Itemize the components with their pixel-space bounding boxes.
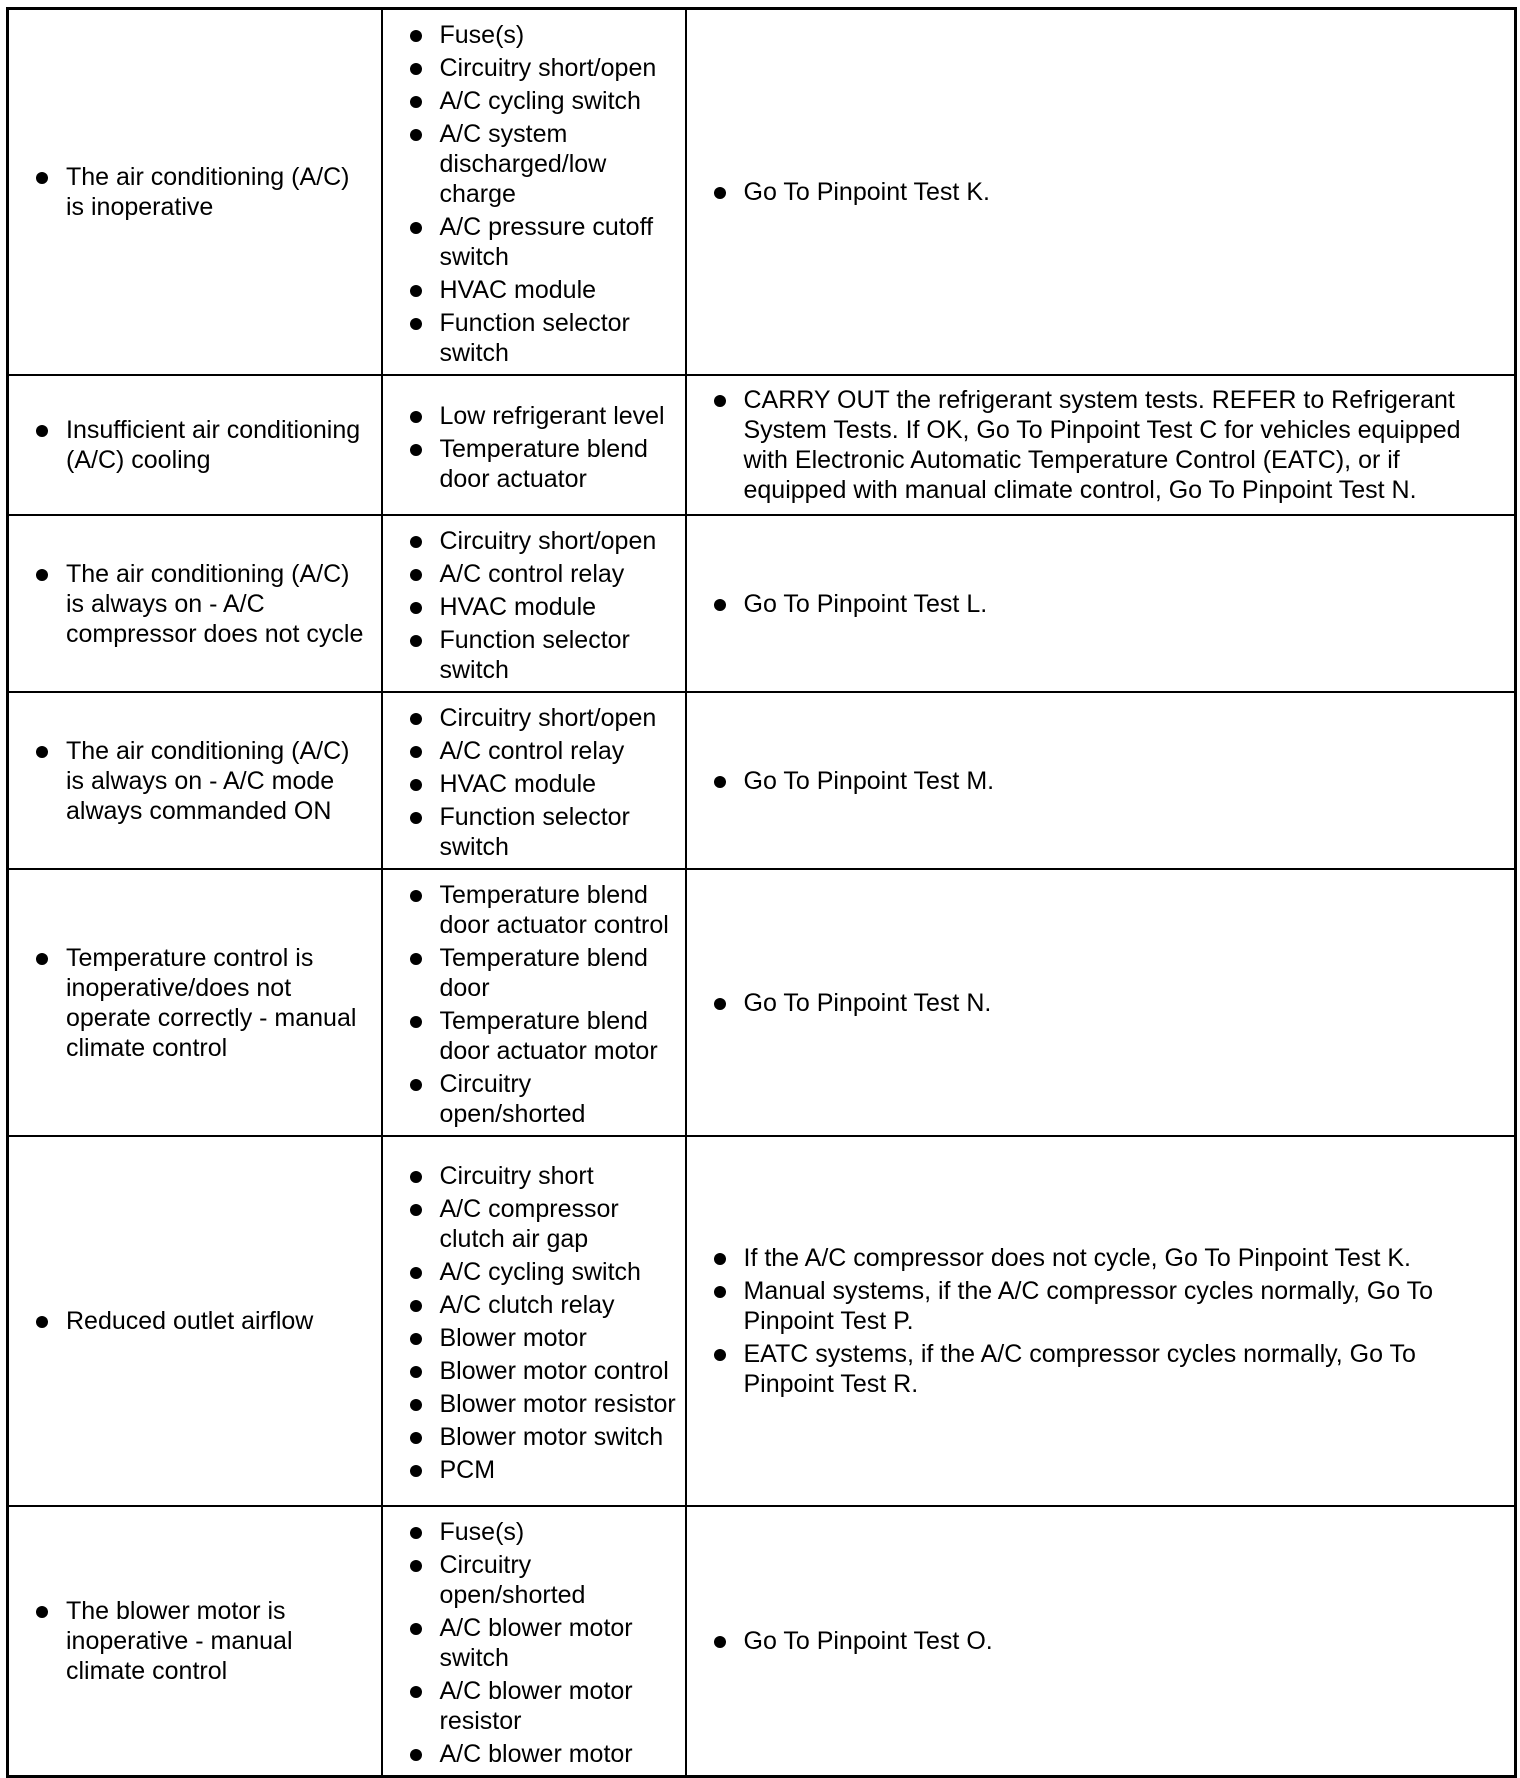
bullet-icon [410, 285, 422, 297]
bullet-item [383, 526, 685, 556]
bullet-text: Blower motor resistor [439, 1390, 676, 1418]
bullet-text: Insufficient air conditioning (A/C) cooling [66, 416, 361, 474]
bullet-item [383, 308, 685, 368]
bullet-icon [36, 172, 48, 184]
possible-source-list [383, 1517, 685, 1769]
bullet-text: Circuitry open/shorted [439, 1070, 586, 1128]
bullet-text: A/C control relay [439, 737, 625, 765]
bullet-item [687, 589, 1515, 619]
symptom-list [9, 162, 381, 222]
action-cell [686, 515, 1516, 692]
bullet-text: Circuitry short/open [439, 704, 657, 732]
bullet-icon [410, 1527, 422, 1539]
bullet-item [9, 1596, 381, 1686]
bullet-text: Temperature blend door actuator control [439, 881, 669, 939]
bullet-item [383, 559, 685, 589]
bullet-item [383, 769, 685, 799]
bullet-item [383, 434, 685, 494]
bullet-text: CARRY OUT the refrigerant system tests. REFER to Refrigerant System Tests. If OK, Go To Pinpoint Test C for vehicles equipped with Electronic Automatic Temperature Control (EATC), or if equipped with manual climate control, Go To Pinpoint Test N. [743, 386, 1461, 504]
symptom-list [9, 1596, 381, 1686]
bullet-item [687, 766, 1515, 796]
symptom-cell [8, 1506, 382, 1777]
bullet-icon [410, 953, 422, 965]
bullet-text: A/C system discharged/low charge [439, 120, 607, 208]
symptom-cell [8, 9, 382, 376]
bullet-icon [410, 1686, 422, 1698]
bullet-item [687, 177, 1515, 207]
bullet-item [383, 1739, 685, 1769]
bullet-item [383, 1455, 685, 1485]
bullet-item [687, 1276, 1515, 1336]
bullet-item [383, 212, 685, 272]
bullet-icon [410, 1465, 422, 1477]
bullet-item [9, 943, 381, 1063]
bullet-text: PCM [439, 1456, 496, 1484]
possible-source-cell [382, 1506, 686, 1777]
bullet-text: Circuitry short/open [439, 527, 657, 555]
bullet-icon [714, 395, 726, 407]
bullet-icon [410, 713, 422, 725]
bullet-icon [410, 1399, 422, 1411]
possible-source-list [383, 401, 685, 494]
bullet-item [9, 736, 381, 826]
possible-source-cell [382, 869, 686, 1136]
bullet-text: EATC systems, if the A/C compressor cycles normally, Go To Pinpoint Test R. [743, 1340, 1416, 1398]
possible-source-list [383, 880, 685, 1129]
bullet-icon [410, 1333, 422, 1345]
bullet-icon [410, 1749, 422, 1761]
bullet-icon [410, 569, 422, 581]
bullet-item [383, 1323, 685, 1353]
bullet-text: Go To Pinpoint Test N. [743, 988, 992, 1017]
action-list [687, 177, 1515, 207]
symptom-list [9, 559, 381, 649]
bullet-icon [36, 1606, 48, 1618]
action-cell [686, 1506, 1516, 1777]
bullet-icon [410, 1079, 422, 1091]
bullet-icon [714, 776, 726, 788]
possible-source-list [383, 20, 685, 368]
bullet-icon [36, 953, 48, 965]
possible-source-cell [382, 515, 686, 692]
table-row [8, 869, 1516, 1136]
action-list [687, 1243, 1515, 1399]
bullet-item [383, 1422, 685, 1452]
bullet-text: A/C cycling switch [439, 1258, 641, 1286]
bullet-text: Go To Pinpoint Test L. [743, 589, 988, 618]
bullet-text: A/C control relay [439, 560, 625, 588]
table-body [8, 9, 1516, 1777]
action-list [687, 1626, 1515, 1656]
symptom-chart-table [6, 7, 1517, 1778]
possible-source-cell [382, 1136, 686, 1506]
bullet-item [383, 592, 685, 622]
bullet-icon [714, 1286, 726, 1298]
bullet-text: Circuitry short [439, 1162, 594, 1190]
bullet-item [687, 1243, 1515, 1273]
bullet-icon [714, 1636, 726, 1648]
action-list [687, 385, 1515, 505]
bullet-icon [36, 746, 48, 758]
table-row [8, 375, 1516, 515]
bullet-icon [410, 318, 422, 330]
bullet-icon [36, 425, 48, 437]
symptom-cell [8, 515, 382, 692]
action-cell [686, 9, 1516, 376]
bullet-icon [410, 1300, 422, 1312]
bullet-item [9, 415, 381, 475]
bullet-icon [714, 998, 726, 1010]
bullet-icon [714, 1253, 726, 1265]
possible-source-cell [382, 692, 686, 869]
possible-source-list [383, 703, 685, 862]
bullet-icon [410, 1267, 422, 1279]
bullet-text: Go To Pinpoint Test O. [743, 1627, 993, 1655]
bullet-text: Circuitry short/open [439, 54, 657, 82]
bullet-icon [36, 1316, 48, 1328]
bullet-icon [410, 1432, 422, 1444]
bullet-item [383, 119, 685, 209]
symptom-list [9, 415, 381, 475]
bullet-text: The air conditioning (A/C) is inoperative [66, 163, 350, 221]
bullet-item [383, 53, 685, 83]
bullet-text: The air conditioning (A/C) is always on - A/C mode always commanded ON [66, 736, 350, 825]
bullet-text: Circuitry open/shorted [439, 1551, 586, 1609]
bullet-item [383, 86, 685, 116]
possible-source-list [383, 526, 685, 685]
possible-source-list [383, 1161, 685, 1485]
bullet-text: HVAC module [439, 770, 597, 798]
bullet-text: Low refrigerant level [439, 401, 665, 430]
action-cell [686, 375, 1516, 515]
bullet-text: HVAC module [439, 593, 597, 621]
bullet-text: Blower motor [439, 1324, 587, 1352]
bullet-text: Blower motor control [439, 1357, 669, 1385]
symptom-list [9, 736, 381, 826]
bullet-text: The air conditioning (A/C) is always on - A/C compressor does not cycle [66, 559, 364, 648]
bullet-text: Function selector switch [439, 626, 630, 684]
symptom-cell [8, 1136, 382, 1506]
bullet-icon [410, 444, 422, 456]
bullet-icon [410, 602, 422, 614]
bullet-text: A/C pressure cutoff switch [439, 213, 654, 271]
bullet-item [383, 1550, 685, 1610]
bullet-item [383, 1356, 685, 1386]
bullet-item [383, 20, 685, 50]
bullet-icon [410, 1171, 422, 1183]
action-list [687, 766, 1515, 796]
bullet-item [383, 1161, 685, 1191]
bullet-icon [714, 1349, 726, 1361]
action-cell [686, 869, 1516, 1136]
bullet-text: Temperature blend door actuator [439, 434, 648, 493]
bullet-item [383, 625, 685, 685]
bullet-icon [410, 411, 422, 423]
bullet-item [383, 1290, 685, 1320]
bullet-item [9, 559, 381, 649]
bullet-item [383, 1006, 685, 1066]
bullet-icon [410, 63, 422, 75]
bullet-item [383, 802, 685, 862]
bullet-icon [410, 746, 422, 758]
bullet-item [383, 943, 685, 1003]
action-list [687, 988, 1515, 1018]
bullet-icon [714, 187, 726, 199]
bullet-text: Function selector switch [439, 309, 630, 367]
bullet-item [383, 736, 685, 766]
bullet-item [383, 880, 685, 940]
bullet-icon [410, 1560, 422, 1572]
bullet-item [687, 988, 1515, 1018]
symptom-list [9, 943, 381, 1063]
table-row [8, 692, 1516, 869]
bullet-icon [714, 599, 726, 611]
symptom-list [9, 1306, 381, 1336]
bullet-text: Go To Pinpoint Test M. [743, 766, 995, 795]
bullet-text: Go To Pinpoint Test K. [743, 178, 990, 206]
table-row [8, 1136, 1516, 1506]
bullet-icon [410, 812, 422, 824]
symptom-cell [8, 375, 382, 515]
possible-source-cell [382, 375, 686, 515]
bullet-item [687, 1339, 1515, 1399]
table-row [8, 515, 1516, 692]
bullet-text: A/C compressor clutch air gap [439, 1195, 619, 1253]
bullet-item [9, 1306, 381, 1336]
bullet-text: Temperature control is inoperative/does not operate correctly - manual climate control [66, 943, 357, 1062]
bullet-item [383, 1517, 685, 1547]
bullet-text: A/C cycling switch [439, 87, 641, 115]
bullet-item [383, 1676, 685, 1736]
table-row [8, 9, 1516, 376]
bullet-icon [410, 635, 422, 647]
bullet-text: Fuse(s) [439, 21, 525, 49]
bullet-item [383, 1194, 685, 1254]
symptom-cell [8, 692, 382, 869]
bullet-text: Reduced outlet airflow [66, 1307, 314, 1335]
bullet-item [383, 1613, 685, 1673]
bullet-text: The blower motor is inoperative - manual climate control [66, 1597, 293, 1685]
bullet-text: Manual systems, if the A/C compressor cycles normally, Go To Pinpoint Test P. [743, 1277, 1434, 1335]
bullet-item [383, 1389, 685, 1419]
table-row [8, 1506, 1516, 1777]
bullet-text: Function selector switch [439, 803, 630, 861]
bullet-text: Fuse(s) [439, 1518, 525, 1546]
bullet-item [383, 703, 685, 733]
bullet-text: Temperature blend door [439, 944, 648, 1002]
bullet-icon [410, 536, 422, 548]
bullet-icon [410, 129, 422, 141]
bullet-text: Blower motor switch [439, 1423, 664, 1451]
bullet-text: A/C blower motor [439, 1740, 633, 1768]
bullet-item [9, 162, 381, 222]
bullet-text: A/C clutch relay [439, 1291, 615, 1319]
bullet-text: A/C blower motor switch [439, 1614, 633, 1672]
bullet-icon [410, 1016, 422, 1028]
possible-source-cell [382, 9, 686, 376]
action-list [687, 589, 1515, 619]
bullet-icon [410, 222, 422, 234]
action-cell [686, 692, 1516, 869]
bullet-icon [410, 890, 422, 902]
bullet-icon [410, 1623, 422, 1635]
bullet-item [383, 1069, 685, 1129]
action-cell [686, 1136, 1516, 1506]
bullet-icon [410, 779, 422, 791]
bullet-item [687, 1626, 1515, 1656]
symptom-cell [8, 869, 382, 1136]
bullet-icon [410, 1366, 422, 1378]
bullet-text: HVAC module [439, 276, 597, 304]
bullet-icon [410, 96, 422, 108]
bullet-icon [410, 30, 422, 42]
bullet-icon [410, 1204, 422, 1216]
bullet-item [383, 401, 685, 431]
bullet-text: Temperature blend door actuator motor [439, 1007, 658, 1065]
bullet-item [383, 1257, 685, 1287]
bullet-text: A/C blower motor resistor [439, 1677, 633, 1735]
bullet-icon [36, 569, 48, 581]
bullet-item [383, 275, 685, 305]
bullet-text: If the A/C compressor does not cycle, Go To Pinpoint Test K. [743, 1244, 1411, 1272]
diagnosis-table-container [6, 7, 1514, 1778]
bullet-item [687, 385, 1515, 505]
